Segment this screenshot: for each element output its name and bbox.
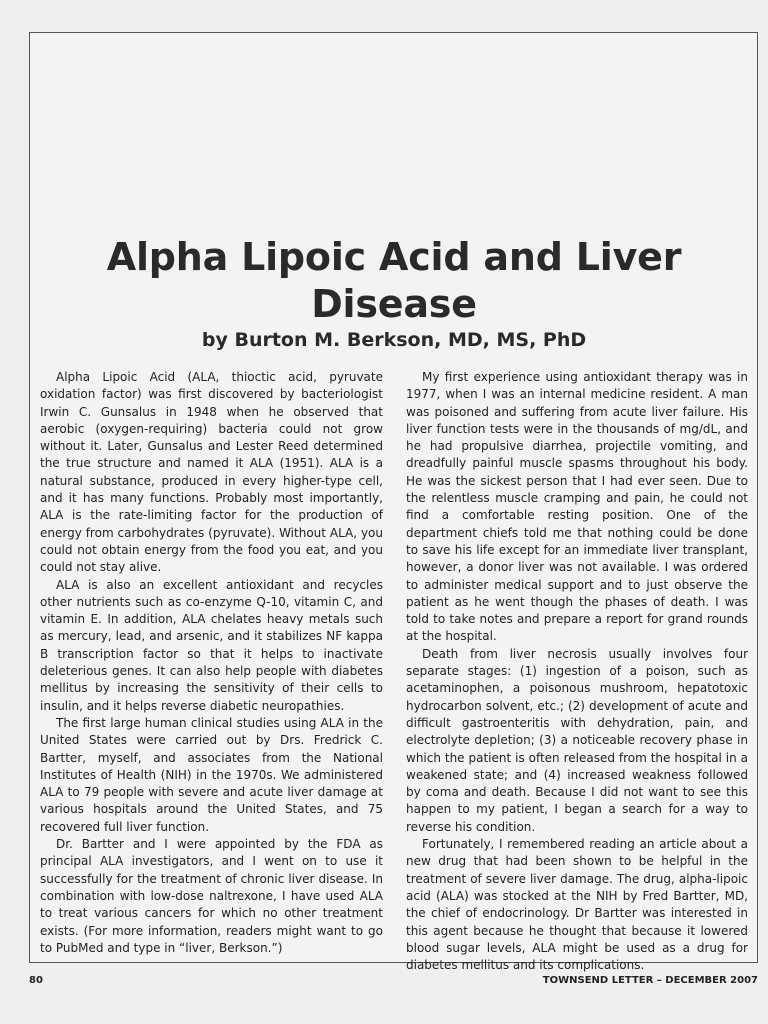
article-byline: by Burton M. Berkson, MD, MS, PhD bbox=[201, 329, 587, 351]
paragraph: Fortunately, I remembered reading an article about a new drug that had been shown to be helpful in the treatment of severe liver damage. The drug, alpha-lipoic acid (ALA) was stocked at the NIH by Fred Bartter, MD, the chief of endocrinology. Dr Bartter was interested in this agent because he thought that because it lowered blood sugar levels, ALA might be used as a drug for diabetes mellitus and its complications. bbox=[406, 837, 748, 973]
page-number: 80 bbox=[29, 975, 43, 986]
publication-footer: TOWNSEND LETTER – DECEMBER 2007 bbox=[542, 975, 758, 986]
article-title: Alpha Lipoic Acid and Liver Disease bbox=[106, 235, 682, 326]
paragraph: Death from liver necrosis usually involves four separate stages: (1) ingestion of a poison, such as acetaminophen, a poisonous mushroom, hepatotoxic hydrocarbon solvent, etc.; (2) development of acute and difficult gastroenteritis with dehydration, pain, and electrolyte depletion; (3) a noticeable recovery phase in which the patient is often released from the hospital in a weakened state; and (4) increased weakness followed by coma and death. Because I did not want to see this happen to my patient, I began a search for a way to reverse his condition. bbox=[406, 646, 748, 834]
paragraph: Dr. Bartter and I were appointed by the FDA as principal ALA investigators, and I went on to use it successfully for the treatment of chronic liver disease. In combination with low-dose naltrexone, I have used ALA to treat various cancers for which no other treatment exists. (For more information, readers might want to go to PubMed and type in “liver, Berkson.”) bbox=[40, 837, 383, 955]
paragraph: My first experience using antioxidant therapy was in 1977, when I was an internal medicine resident. A man was poisoned and suffering from acute liver failure. His liver function tests were in the thousands of mg/dL, and he had propulsive diarrhea, projectile vomiting, and dreadfully painful muscle spasms throughout his body. He was the sickest person that I had ever seen. Due to the relentless muscle cramping and pain, he could not find a comfortable resting position. One of the department chiefs told me that nothing could be done to save his life except for an immediate liver transplant, however, a donor liver was not available. I was ordered to administer medical support and to just observe the patient as he went though the phases of death. I was told to take notes and prepare a report for grand rounds at the hospital. bbox=[406, 370, 748, 644]
paragraph: Alpha Lipoic Acid (ALA, thioctic acid, pyruvate oxidation factor) was first discovered by bacteriologist Irwin C. Gunsalus in 1948 when he observed that aerobic (oxygen-requiring) bacteria could not grow without it. Later, Gunsalus and Lester Reed determined the true structure and named it ALA (1951). ALA is a natural substance, produced in every higher-type cell, and it has many functions. Probably most importantly, ALA is the rate-limiting factor for the production of energy from carbohydrates (pyruvate). Without ALA, you could not obtain energy from the food you eat, and you could not stay alive. bbox=[40, 370, 383, 575]
left-column bbox=[40, 369, 383, 957]
right-column bbox=[406, 369, 748, 974]
paragraph: ALA is also an excellent antioxidant and recycles other nutrients such as co-enzyme Q-10, vitamin C, and vitamin E. In addition, ALA chelates heavy metals such as mercury, lead, and arsenic, and it stabilizes NF kappa B transcription factor so that it helps to inactivate deleterious genes. It can also help people with diabetes mellitus by increasing the sensitivity of their cells to insulin, and it helps reverse diabetic neuropathies. bbox=[40, 577, 383, 713]
paragraph: The first large human clinical studies using ALA in the United States were carried out by Drs. Fredrick C. Bartter, myself, and associates from the National Institutes of Health (NIH) in the 1970s. We administered ALA to 79 people with severe and acute liver damage at various hospitals around the United States, and 75 recovered full liver function. bbox=[40, 715, 383, 834]
